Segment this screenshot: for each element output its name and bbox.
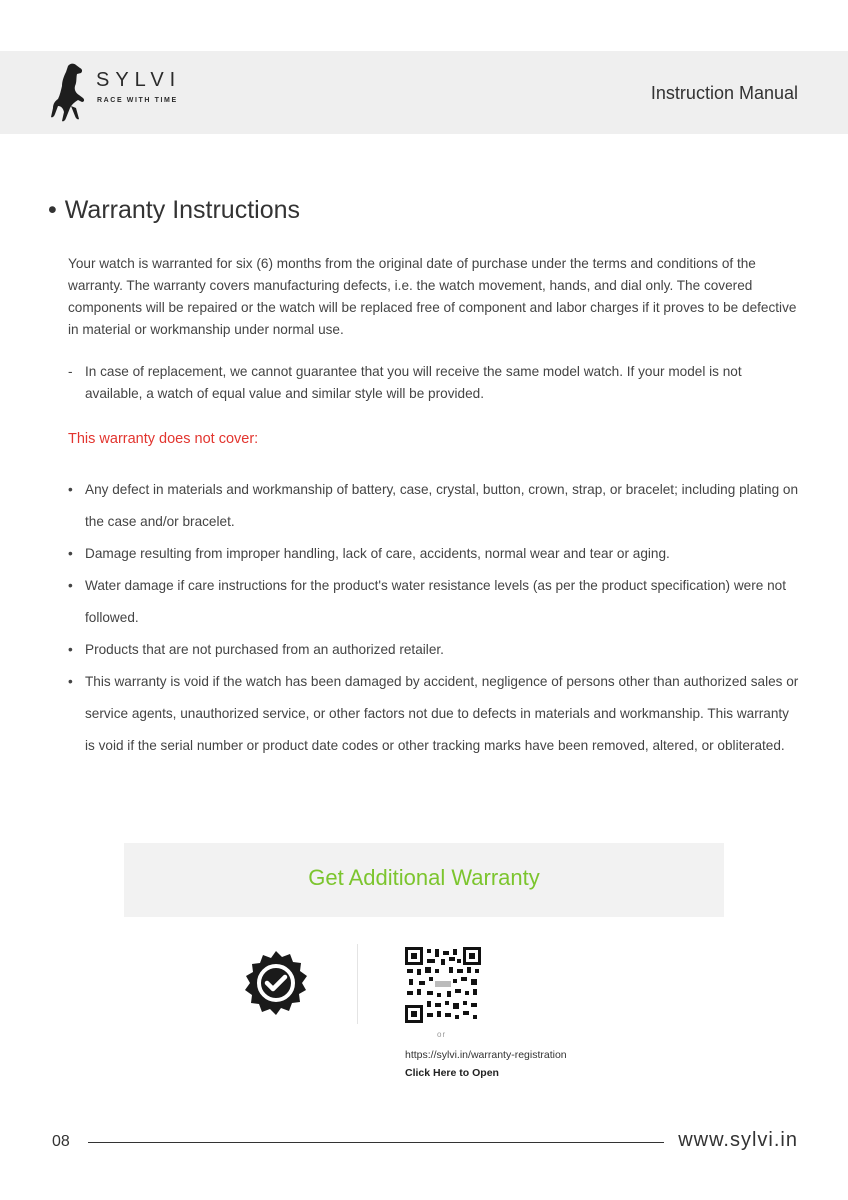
heading-bullet: • bbox=[48, 196, 57, 224]
brand-tagline: RACE WITH TIME bbox=[97, 97, 178, 104]
list-item bbox=[68, 538, 802, 570]
footer-website: www.sylvi.in bbox=[678, 1129, 798, 1151]
list-bullet: • bbox=[68, 546, 73, 561]
replacement-note-text: In case of replacement, we cannot guarantee that you will receive the same model watch. If your model is not available, a watch of equal value and similar style will be provided. bbox=[85, 364, 742, 401]
exclusions-heading: This warranty does not cover: bbox=[68, 431, 259, 447]
list-item bbox=[68, 474, 802, 538]
list-bullet: • bbox=[68, 578, 73, 593]
list-bullet: • bbox=[68, 642, 73, 657]
footer-divider bbox=[88, 1142, 664, 1143]
page-number: 08 bbox=[52, 1133, 70, 1150]
horse-logo-icon bbox=[50, 62, 90, 124]
or-separator: or bbox=[437, 1030, 447, 1039]
section-heading bbox=[48, 196, 300, 225]
replacement-note bbox=[68, 361, 800, 405]
list-item-text: This warranty is void if the watch has been damaged by accident, negligence of persons other than authorized sales or service agents, unauthorized service, or other factors not due to defects in materials and workmanship. This warranty is void if the serial number or product date codes or other tracking marks have been removed, altered, or obliterated. bbox=[85, 674, 799, 753]
list-item-text: Products that are not purchased from an authorized retailer. bbox=[85, 642, 444, 657]
exclusions-list bbox=[68, 474, 802, 762]
warranty-registration-url: https://sylvi.in/warranty-registration bbox=[405, 1049, 567, 1061]
list-item bbox=[68, 666, 802, 762]
list-item-text: Damage resulting from improper handling, lack of care, accidents, normal wear and tear or aging. bbox=[85, 546, 670, 561]
open-registration-link[interactable]: Click Here to Open bbox=[405, 1067, 499, 1079]
vertical-divider bbox=[357, 944, 358, 1024]
list-item bbox=[68, 570, 802, 634]
additional-warranty-title: Get Additional Warranty bbox=[308, 865, 540, 890]
additional-warranty-banner bbox=[124, 843, 724, 917]
section-heading-text: Warranty Instructions bbox=[64, 196, 301, 224]
brand-name: SYLVI bbox=[96, 69, 182, 91]
warranty-intro-paragraph: Your watch is warranted for six (6) months from the original date of purchase under the terms and conditions of the warranty. The warranty covers manufacturing defects, i.e. the watch movement, hands, and dial only. The covered components will be repaired or the watch will be replaced free of component and labor charges if it proves to be defective in material or workmanship under normal use. bbox=[68, 256, 797, 337]
qr-code-icon[interactable] bbox=[405, 947, 481, 1023]
verified-badge-icon bbox=[240, 949, 312, 1021]
list-bullet: • bbox=[68, 674, 73, 689]
list-item-text: Any defect in materials and workmanship of battery, case, crystal, button, crown, strap, or bracelet; including plating on the case and/or bracelet. bbox=[85, 482, 799, 529]
document-title: Instruction Manual bbox=[650, 83, 798, 103]
list-bullet: • bbox=[68, 482, 73, 497]
page-header bbox=[0, 51, 848, 134]
list-item bbox=[68, 634, 802, 666]
list-item-text: Water damage if care instructions for the product's water resistance levels (as per the product specification) were not followed. bbox=[85, 578, 786, 625]
note-dash: - bbox=[68, 364, 73, 379]
